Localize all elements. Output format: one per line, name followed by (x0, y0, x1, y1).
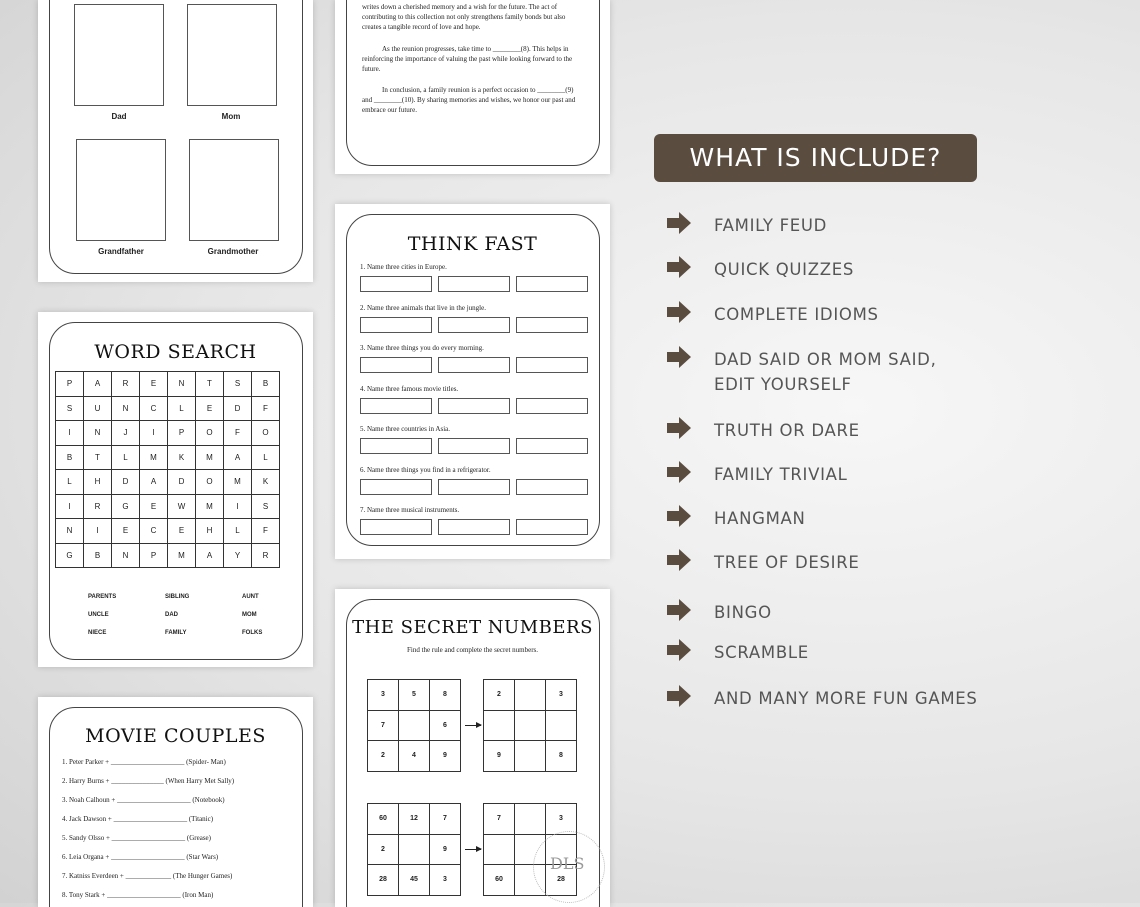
word-search-row (56, 519, 280, 544)
secret-grid-row (368, 680, 461, 711)
included-item: TREE OF DESIRE (714, 553, 860, 572)
photo-label-dad: Dad (111, 112, 127, 121)
secret-grid-3 (367, 803, 461, 896)
word-search-cell: L (224, 519, 252, 544)
word-list-item: PARENTS (88, 594, 117, 600)
right-arrow-icon (667, 301, 691, 323)
word-list-item: NIECE (88, 630, 107, 636)
secret-grid-cell (546, 710, 577, 741)
family-photos-card (38, 0, 313, 282)
secret-arrow-1 (465, 725, 481, 726)
word-search-cell: R (252, 543, 280, 568)
secret-grid-cell: 9 (430, 741, 461, 772)
photo-box-grandfather (76, 139, 166, 241)
movie-couple-line: 3. Noah Calhoun + _____________________ (Notebook) (62, 796, 225, 804)
secret-grid-1 (367, 679, 461, 772)
word-search-cell: S (252, 494, 280, 519)
reunion-paragraph-1: writes down a cherished memory and a wish for the future. The act of contributing to this collection not only strengthens family bonds but also creates a tangible record of love and hope. (362, 3, 566, 31)
word-search-cell: N (84, 421, 112, 446)
word-search-row (56, 470, 280, 495)
word-list-item: FAMILY (165, 630, 187, 636)
secret-grid-cell: 3 (546, 680, 577, 711)
word-search-cell: P (56, 372, 84, 397)
word-search-cell: R (112, 372, 140, 397)
word-search-cell: E (196, 396, 224, 421)
word-search-cell: M (140, 445, 168, 470)
word-search-cell: O (196, 470, 224, 495)
included-item: HANGMAN (714, 509, 806, 528)
word-list-item: DAD (165, 612, 178, 618)
word-search-cell: N (112, 543, 140, 568)
think-fast-question: 6. Name three things you find in a refrigerator. (360, 465, 491, 474)
secret-grid-cell: 12 (399, 804, 430, 835)
answer-box (438, 398, 510, 414)
word-search-cell: L (252, 445, 280, 470)
secret-grid-row (368, 804, 461, 835)
answer-box (360, 317, 432, 333)
secret-grid-cell: 3 (368, 680, 399, 711)
secret-grid-cell (399, 834, 430, 865)
word-search-row (56, 445, 280, 470)
word-search-cell: A (84, 372, 112, 397)
word-search-cell: Y (224, 543, 252, 568)
word-search-cell: P (140, 543, 168, 568)
included-item: QUICK QUIZZES (714, 260, 855, 279)
answer-box (516, 519, 588, 535)
word-list-item: SIBLING (165, 594, 190, 600)
right-arrow-icon (667, 417, 691, 439)
answer-box (360, 276, 432, 292)
think-fast-title: THINK FAST (407, 233, 538, 255)
photo-box-dad (74, 4, 164, 106)
answer-box (360, 357, 432, 373)
word-list-item: UNCLE (88, 612, 109, 618)
word-search-cell: C (140, 396, 168, 421)
answer-box (360, 438, 432, 454)
word-search-cell: I (84, 519, 112, 544)
right-arrow-icon (667, 461, 691, 483)
answer-box (360, 519, 432, 535)
word-search-cell: M (168, 543, 196, 568)
word-search-cell: L (168, 396, 196, 421)
secret-grid-cell (515, 680, 546, 711)
word-list-item: MOM (242, 612, 257, 618)
word-search-cell: M (224, 470, 252, 495)
secret-numbers-subtitle: Find the rule and complete the secret numbers. (406, 646, 538, 654)
secret-grid-cell: 2 (484, 680, 515, 711)
word-search-row (56, 396, 280, 421)
word-search-cell: C (140, 519, 168, 544)
secret-grid-cell: 8 (546, 741, 577, 772)
secret-grid-cell: 28 (368, 865, 399, 896)
secret-grid-cell: 60 (368, 804, 399, 835)
word-search-cell: L (56, 470, 84, 495)
right-arrow-icon (667, 639, 691, 661)
word-search-cell: H (84, 470, 112, 495)
word-search-cell: M (196, 494, 224, 519)
secret-numbers-title: THE SECRET NUMBERS (352, 617, 593, 638)
word-search-cell: D (112, 470, 140, 495)
movie-couple-line: 7. Katniss Everdeen + _____________ (The Hunger Games) (62, 872, 233, 880)
secret-grid-cell: 8 (430, 680, 461, 711)
secret-grid-cell (515, 741, 546, 772)
answer-box (516, 276, 588, 292)
word-search-cell: D (224, 396, 252, 421)
word-search-cell: N (168, 372, 196, 397)
word-search-cell: A (224, 445, 252, 470)
included-item: TRUTH OR DARE (714, 421, 860, 440)
word-search-cell: G (112, 494, 140, 519)
answer-box (516, 398, 588, 414)
word-search-row (56, 421, 280, 446)
secret-grid-cell (399, 710, 430, 741)
secret-grid-cell: 7 (430, 804, 461, 835)
answer-box (360, 479, 432, 495)
answer-box (516, 317, 588, 333)
movie-couples-title: MOVIE COUPLES (85, 725, 266, 747)
included-item: EDIT YOURSELF (714, 375, 852, 394)
answer-box (438, 438, 510, 454)
included-item: COMPLETE IDIOMS (714, 305, 879, 324)
movie-couples-card (38, 697, 313, 907)
answer-box (516, 438, 588, 454)
secret-grid-row (484, 741, 577, 772)
word-search-cell: B (84, 543, 112, 568)
photo-label-mom: Mom (221, 112, 241, 121)
photo-label-grandmother: Grandmother (207, 247, 259, 256)
word-search-cell: K (252, 470, 280, 495)
answer-box (360, 398, 432, 414)
word-search-title: WORD SEARCH (94, 341, 257, 363)
word-search-row (56, 543, 280, 568)
think-fast-card (335, 204, 610, 559)
think-fast-question: 5. Name three countries in Asia. (360, 425, 451, 433)
secret-grid-row (484, 710, 577, 741)
included-item: DAD SAID OR MOM SAID, (714, 350, 937, 369)
word-search-cell: G (56, 543, 84, 568)
word-search-cell: T (84, 445, 112, 470)
secret-grid-cell (484, 710, 515, 741)
answer-box (438, 317, 510, 333)
secret-grid-cell: 28 (546, 865, 577, 896)
included-item: FAMILY FEUD (714, 216, 828, 235)
secret-grid-cell (515, 710, 546, 741)
word-search-cell: B (252, 372, 280, 397)
answer-box (516, 479, 588, 495)
word-search-cell: N (112, 396, 140, 421)
answer-box (438, 519, 510, 535)
secret-grid-cell: 7 (484, 804, 515, 835)
right-arrow-icon (667, 505, 691, 527)
movie-couple-line: 6. Leia Organa + _____________________ (Star Wars) (62, 853, 219, 861)
word-search-cell: A (140, 470, 168, 495)
answer-box (438, 479, 510, 495)
word-list-item: FOLKS (242, 630, 263, 636)
secret-grid-cell: 7 (368, 710, 399, 741)
word-search-cell: I (140, 421, 168, 446)
think-fast-question: 3. Name three things you do every morning. (360, 344, 484, 352)
word-search-cell: R (84, 494, 112, 519)
secret-grid-cell: 3 (430, 865, 461, 896)
think-fast-question: 2. Name three animals that live in the jungle. (360, 303, 486, 312)
included-item: BINGO (714, 603, 772, 622)
answer-box (438, 276, 510, 292)
word-search-cell: U (84, 396, 112, 421)
what-is-include-header: WHAT IS INCLUDE? (654, 134, 977, 182)
included-item: AND MANY MORE FUN GAMES (714, 689, 978, 708)
word-search-cell: B (56, 445, 84, 470)
dls-watermark-logo (533, 831, 605, 903)
secret-grid-cell: 3 (546, 804, 577, 835)
movie-couple-line: 5. Sandy Olsso + _____________________ (Grease) (62, 834, 211, 842)
word-search-cell: E (168, 519, 196, 544)
right-arrow-icon (667, 346, 691, 368)
secret-grid-cell: 5 (399, 680, 430, 711)
word-search-cell: E (140, 494, 168, 519)
right-arrow-icon (667, 256, 691, 278)
secret-grid-row (484, 804, 577, 835)
included-item: FAMILY TRIVIAL (714, 465, 848, 484)
word-search-card (38, 312, 313, 667)
secret-grid-cell: 2 (368, 834, 399, 865)
secret-grid-row (368, 710, 461, 741)
word-search-cell: A (196, 543, 224, 568)
secret-grid-row (368, 834, 461, 865)
secret-grid-row (484, 680, 577, 711)
think-fast-question: 7. Name three musical instruments. (360, 506, 460, 514)
secret-grid-cell: 9 (430, 834, 461, 865)
word-search-cell: F (224, 421, 252, 446)
movie-couple-line: 1. Peter Parker + _____________________ (Spider- Man) (62, 758, 226, 766)
secret-grid-2 (483, 679, 577, 772)
word-search-cell: J (112, 421, 140, 446)
word-search-row (56, 372, 280, 397)
word-search-cell: O (196, 421, 224, 446)
word-search-cell: O (252, 421, 280, 446)
secret-grid-row (368, 865, 461, 896)
word-search-cell: S (224, 372, 252, 397)
word-search-cell: P (168, 421, 196, 446)
word-search-cell: D (168, 470, 196, 495)
word-search-cell: I (56, 421, 84, 446)
think-fast-question: 1. Name three cities in Europe. (360, 263, 447, 271)
word-search-cell: I (224, 494, 252, 519)
word-search-row (56, 494, 280, 519)
word-search-cell: E (140, 372, 168, 397)
included-item: SCRAMBLE (714, 643, 809, 662)
word-search-cell: T (196, 372, 224, 397)
word-search-cell: E (112, 519, 140, 544)
secret-grid-cell: 4 (399, 741, 430, 772)
secret-grid-cell: 60 (484, 865, 515, 896)
secret-grid-cell: 45 (399, 865, 430, 896)
secret-grid-cell (484, 834, 515, 865)
reunion-paragraph-3: In conclusion, a family reunion is a perfect occasion to ________(9) and ________(10). By sharing memories and wishes, we honor our past and embrace our future. (362, 86, 576, 114)
secret-arrow-2 (465, 849, 481, 850)
word-search-cell: F (252, 519, 280, 544)
secret-grid-cell: 9 (484, 741, 515, 772)
watermark-text: DLS (550, 854, 585, 873)
secret-grid-cell: 2 (368, 741, 399, 772)
word-search-cell: M (196, 445, 224, 470)
secret-numbers-card (335, 589, 610, 907)
right-arrow-icon (667, 549, 691, 571)
word-search-grid (55, 371, 280, 568)
right-arrow-icon (667, 599, 691, 621)
word-search-cell: F (252, 396, 280, 421)
reunion-paragraph-2: As the reunion progresses, take time to ________(8). This helps in reinforcing the importance of valuing the past while looking forward to the future. (362, 45, 573, 73)
secret-grid-cell: 6 (430, 710, 461, 741)
word-search-cell: N (56, 519, 84, 544)
movie-couple-line: 2. Harry Burns + _______________ (When Harry Met Sally) (62, 777, 235, 785)
reunion-text-card (335, 0, 610, 174)
think-fast-question: 4. Name three famous movie titles. (360, 384, 459, 393)
word-search-cell: S (56, 396, 84, 421)
photo-box-grandmother (189, 139, 279, 241)
word-search-cell: L (112, 445, 140, 470)
word-list-item: AUNT (242, 594, 259, 600)
right-arrow-icon (667, 212, 691, 234)
secret-grid-row (368, 741, 461, 772)
word-search-cell: I (56, 494, 84, 519)
movie-couple-line: 8. Tony Stark + _____________________ (Iron Man) (62, 891, 214, 899)
photo-label-grandfather: Grandfather (98, 247, 144, 256)
movie-couple-line: 4. Jack Dawson + _____________________ (Titanic) (62, 815, 214, 823)
photo-box-mom (187, 4, 277, 106)
secret-grid-cell (515, 804, 546, 835)
word-search-cell: H (196, 519, 224, 544)
answer-box (438, 357, 510, 373)
word-search-cell: K (168, 445, 196, 470)
answer-box (516, 357, 588, 373)
right-arrow-icon (667, 685, 691, 707)
word-search-cell: W (168, 494, 196, 519)
